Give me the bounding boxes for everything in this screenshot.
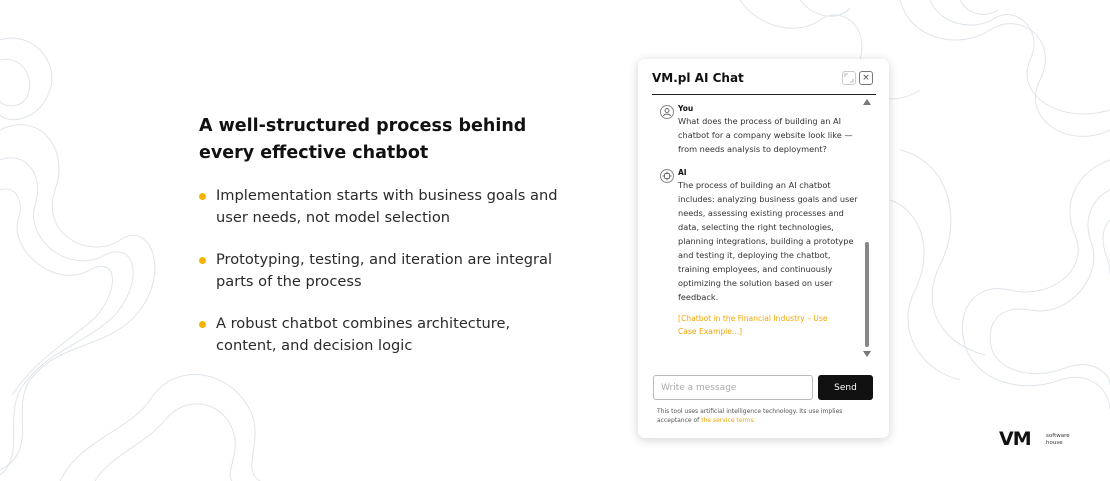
bullet-dot-icon [199, 321, 206, 328]
chat-header [652, 59, 876, 95]
disclaimer-text: This tool uses artificial intelligence technology. Its use implies acceptance of [657, 408, 843, 424]
feature-text: Implementation starts with business goals and user needs, not model selection [216, 187, 558, 226]
ai-message [652, 168, 874, 338]
bullet-dot-icon [199, 193, 206, 200]
feature-list-item [199, 249, 569, 293]
feature-list-item [199, 185, 569, 229]
section-headline: A well-structured process behind every effective chatbot [199, 116, 527, 163]
send-button[interactable]: Send [818, 375, 873, 400]
message-text: The process of building an AI chatbot includes: analyzing business goals and user needs, assessing existing processes and data, selecting the right technologies, planning integrations, building a prototype and testing it, deploying the chatbot, training employees, and continuously optimizing the solution based on user feedback. [678, 180, 858, 302]
message-list[interactable] [652, 99, 874, 361]
ai-avatar-icon [660, 169, 674, 183]
use-case-link[interactable]: [Chatbot in the Financial Industry – Use Case Example...] [678, 314, 828, 336]
scrollbar-thumb[interactable] [865, 242, 869, 347]
feature-text: A robust chatbot combines architecture, content, and decision logic [216, 315, 511, 354]
scroll-up-icon[interactable] [863, 99, 871, 105]
logo-mark: VM [999, 428, 1031, 450]
bullet-dot-icon [199, 257, 206, 264]
message-sender: AI [678, 168, 687, 177]
message-text: What does the process of building an AI chatbot for a company website look like — from needs analysis to deployment? [678, 116, 853, 154]
feature-section [199, 113, 579, 377]
feature-list-item [199, 313, 569, 357]
close-icon[interactable]: × [859, 71, 873, 85]
user-avatar-icon [660, 105, 674, 119]
disclaimer [657, 407, 872, 425]
feature-text: Prototyping, testing, and iteration are integral parts of the process [216, 251, 553, 290]
logo-subtitle: software house [1046, 433, 1070, 446]
chat-title: VM.pl AI Chat [652, 71, 744, 85]
message-input[interactable] [653, 375, 813, 400]
vm-logo [999, 428, 1079, 450]
user-message [652, 104, 874, 156]
scroll-down-icon[interactable] [863, 351, 871, 357]
chat-widget [638, 59, 889, 438]
feature-list [199, 185, 579, 357]
message-sender: You [678, 104, 694, 113]
service-terms-link[interactable]: the service terms [701, 417, 754, 424]
expand-icon[interactable] [842, 71, 856, 85]
